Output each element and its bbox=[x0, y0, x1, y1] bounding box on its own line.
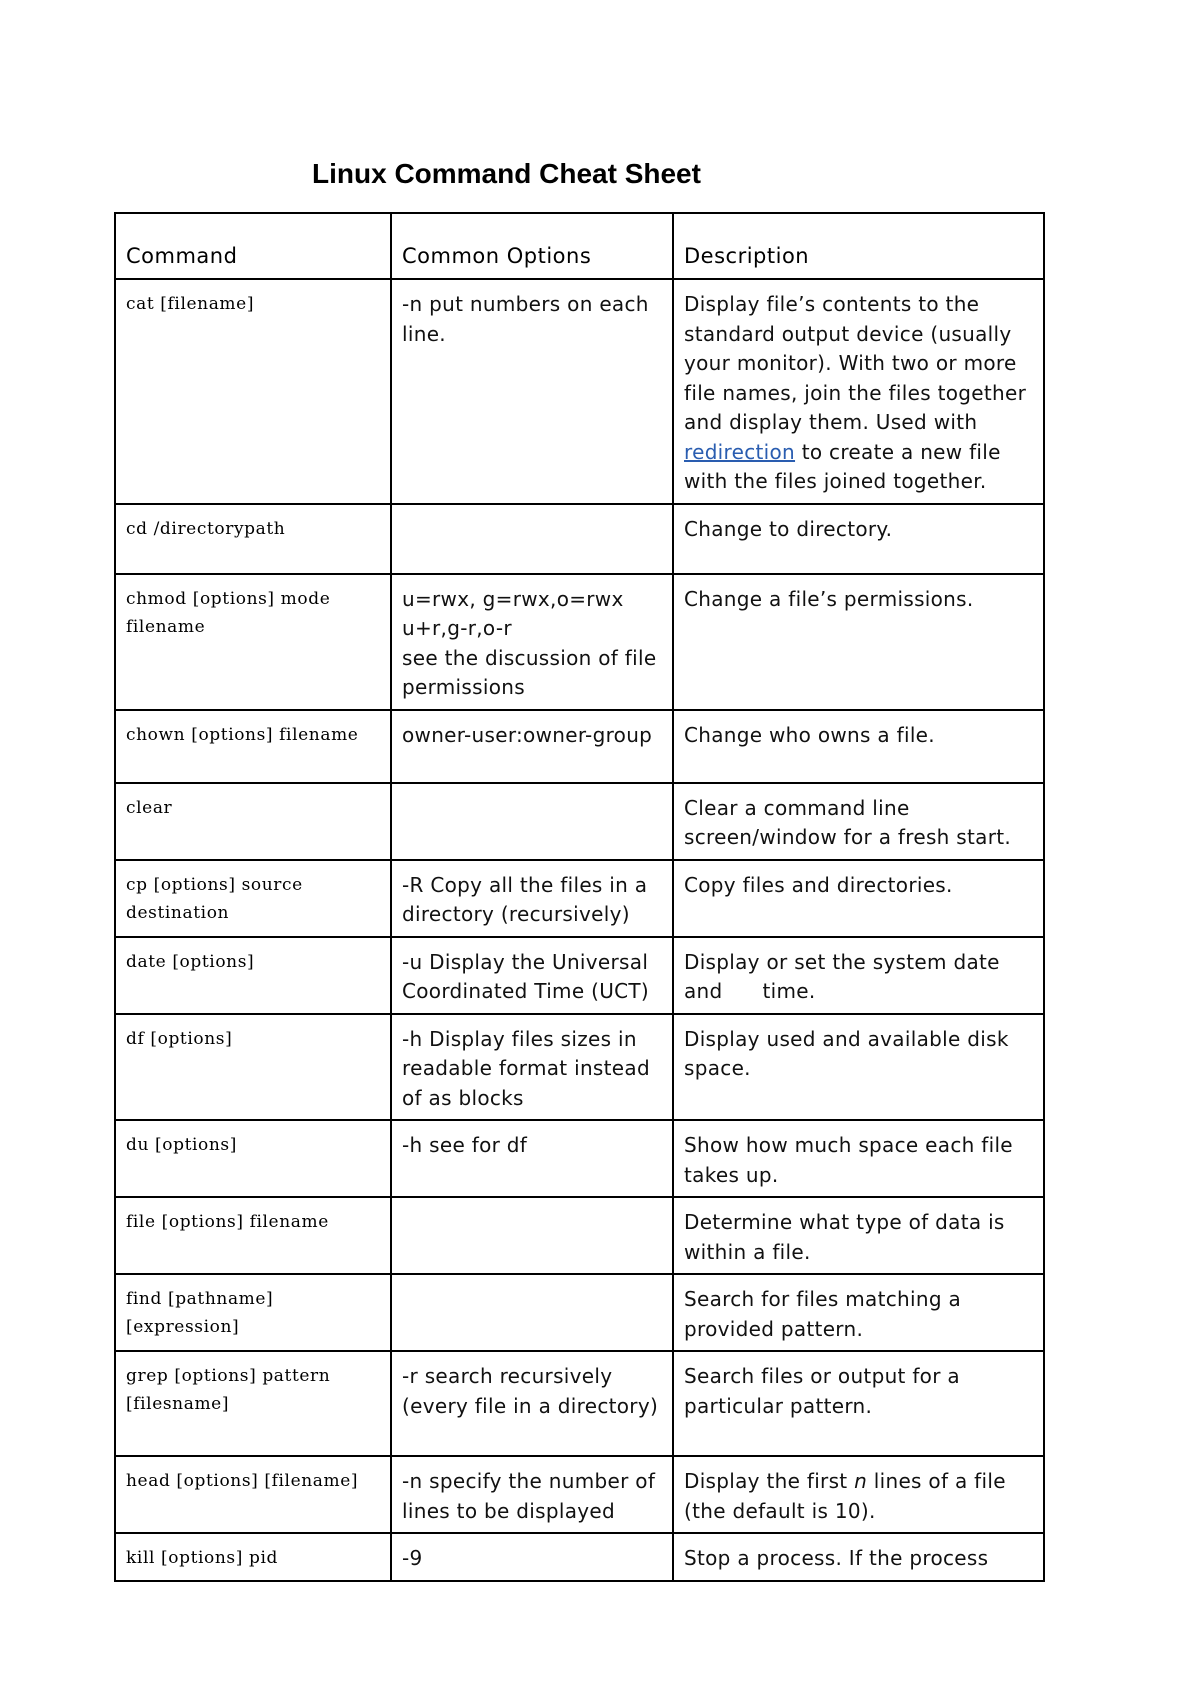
table-row bbox=[115, 1197, 1044, 1274]
options-cell: -h Display files sizes in readable format instead of as blocks bbox=[391, 1014, 673, 1121]
header-description: Description bbox=[673, 213, 1044, 279]
options-cell: -r search recursively (every file in a directory) bbox=[391, 1351, 673, 1456]
description-cell: Display used and available disk space. bbox=[673, 1014, 1044, 1121]
options-cell: -9 bbox=[391, 1533, 673, 1581]
table-row bbox=[115, 1274, 1044, 1351]
table-row bbox=[115, 574, 1044, 710]
description-text-after: to create a new file with the files joined together. bbox=[684, 439, 1001, 493]
table-row bbox=[115, 860, 1044, 937]
option-line: u=rwx, g=rwx,o=rwx bbox=[402, 586, 624, 611]
options-cell bbox=[391, 1197, 673, 1274]
command-cell: file [options] filename bbox=[115, 1197, 391, 1274]
options-cell bbox=[391, 783, 673, 860]
description-cell bbox=[673, 279, 1044, 504]
description-cell: Search files or output for a particular pattern. bbox=[673, 1351, 1044, 1456]
description-cell: Search for files matching a provided pattern. bbox=[673, 1274, 1044, 1351]
command-cell: cp [options] source destination bbox=[115, 860, 391, 937]
table-header-row bbox=[115, 213, 1044, 279]
description-text: Display the first bbox=[684, 1469, 855, 1493]
option-line: see the discussion of file permissions bbox=[402, 645, 657, 699]
description-cell: Change to directory. bbox=[673, 504, 1044, 574]
description-cell: Display or set the system date and time. bbox=[673, 937, 1044, 1014]
options-cell bbox=[391, 1274, 673, 1351]
command-cell: kill [options] pid bbox=[115, 1533, 391, 1581]
table-row bbox=[115, 1351, 1044, 1456]
description-cell bbox=[673, 1456, 1044, 1533]
option-line: u+r,g-r,o-r bbox=[402, 616, 512, 640]
description-cell: Clear a command line screen/window for a fresh start. bbox=[673, 783, 1044, 860]
command-cell: cd /directorypath bbox=[115, 504, 391, 574]
table-row bbox=[115, 1014, 1044, 1121]
options-cell: -n specify the number of lines to be displayed bbox=[391, 1456, 673, 1533]
command-cell: clear bbox=[115, 783, 391, 860]
options-cell: -h see for df bbox=[391, 1120, 673, 1197]
options-cell: owner-user:owner-group bbox=[391, 710, 673, 783]
options-cell: -u Display the Universal Coordinated Time (UCT) bbox=[391, 937, 673, 1014]
command-cell: date [options] bbox=[115, 937, 391, 1014]
command-cell: grep [options] pattern [filesname] bbox=[115, 1351, 391, 1456]
command-cell: du [options] bbox=[115, 1120, 391, 1197]
table-row bbox=[115, 504, 1044, 574]
description-cell: Stop a process. If the process bbox=[673, 1533, 1044, 1581]
header-command: Command bbox=[115, 213, 391, 279]
table-row bbox=[115, 937, 1044, 1014]
table-row bbox=[115, 1456, 1044, 1533]
command-cell: df [options] bbox=[115, 1014, 391, 1121]
redirection-link[interactable]: redirection bbox=[684, 439, 796, 464]
table-row bbox=[115, 279, 1044, 504]
options-cell bbox=[391, 574, 673, 710]
description-cell: Copy files and directories. bbox=[673, 860, 1044, 937]
table-row bbox=[115, 1120, 1044, 1197]
options-cell: -n put numbers on each line. bbox=[391, 279, 673, 504]
table-row bbox=[115, 1533, 1044, 1581]
command-cell: find [pathname] [expression] bbox=[115, 1274, 391, 1351]
description-cell: Change a file’s permissions. bbox=[673, 574, 1044, 710]
header-options: Common Options bbox=[391, 213, 673, 279]
description-cell: Show how much space each file takes up. bbox=[673, 1120, 1044, 1197]
options-cell bbox=[391, 504, 673, 574]
options-cell: -R Copy all the files in a directory (recursively) bbox=[391, 860, 673, 937]
command-table bbox=[114, 212, 1045, 1582]
page-title: Linux Command Cheat Sheet bbox=[312, 158, 701, 189]
description-cell: Determine what type of data is within a file. bbox=[673, 1197, 1044, 1274]
description-text: Display file’s contents to the standard output device (usually your monitor). With two or more file names, join the files together and display them. Used with bbox=[684, 292, 1027, 434]
description-italic: n bbox=[854, 1469, 868, 1493]
command-cell: cat [filename] bbox=[115, 279, 391, 504]
table-row bbox=[115, 783, 1044, 860]
table-row bbox=[115, 710, 1044, 783]
command-cell: head [options] [filename] bbox=[115, 1456, 391, 1533]
command-cell: chmod [options] mode filename bbox=[115, 574, 391, 710]
command-cell: chown [options] filename bbox=[115, 710, 391, 783]
description-cell: Change who owns a file. bbox=[673, 710, 1044, 783]
description-text-after: lines of a file (the default is 10). bbox=[684, 1469, 1006, 1523]
